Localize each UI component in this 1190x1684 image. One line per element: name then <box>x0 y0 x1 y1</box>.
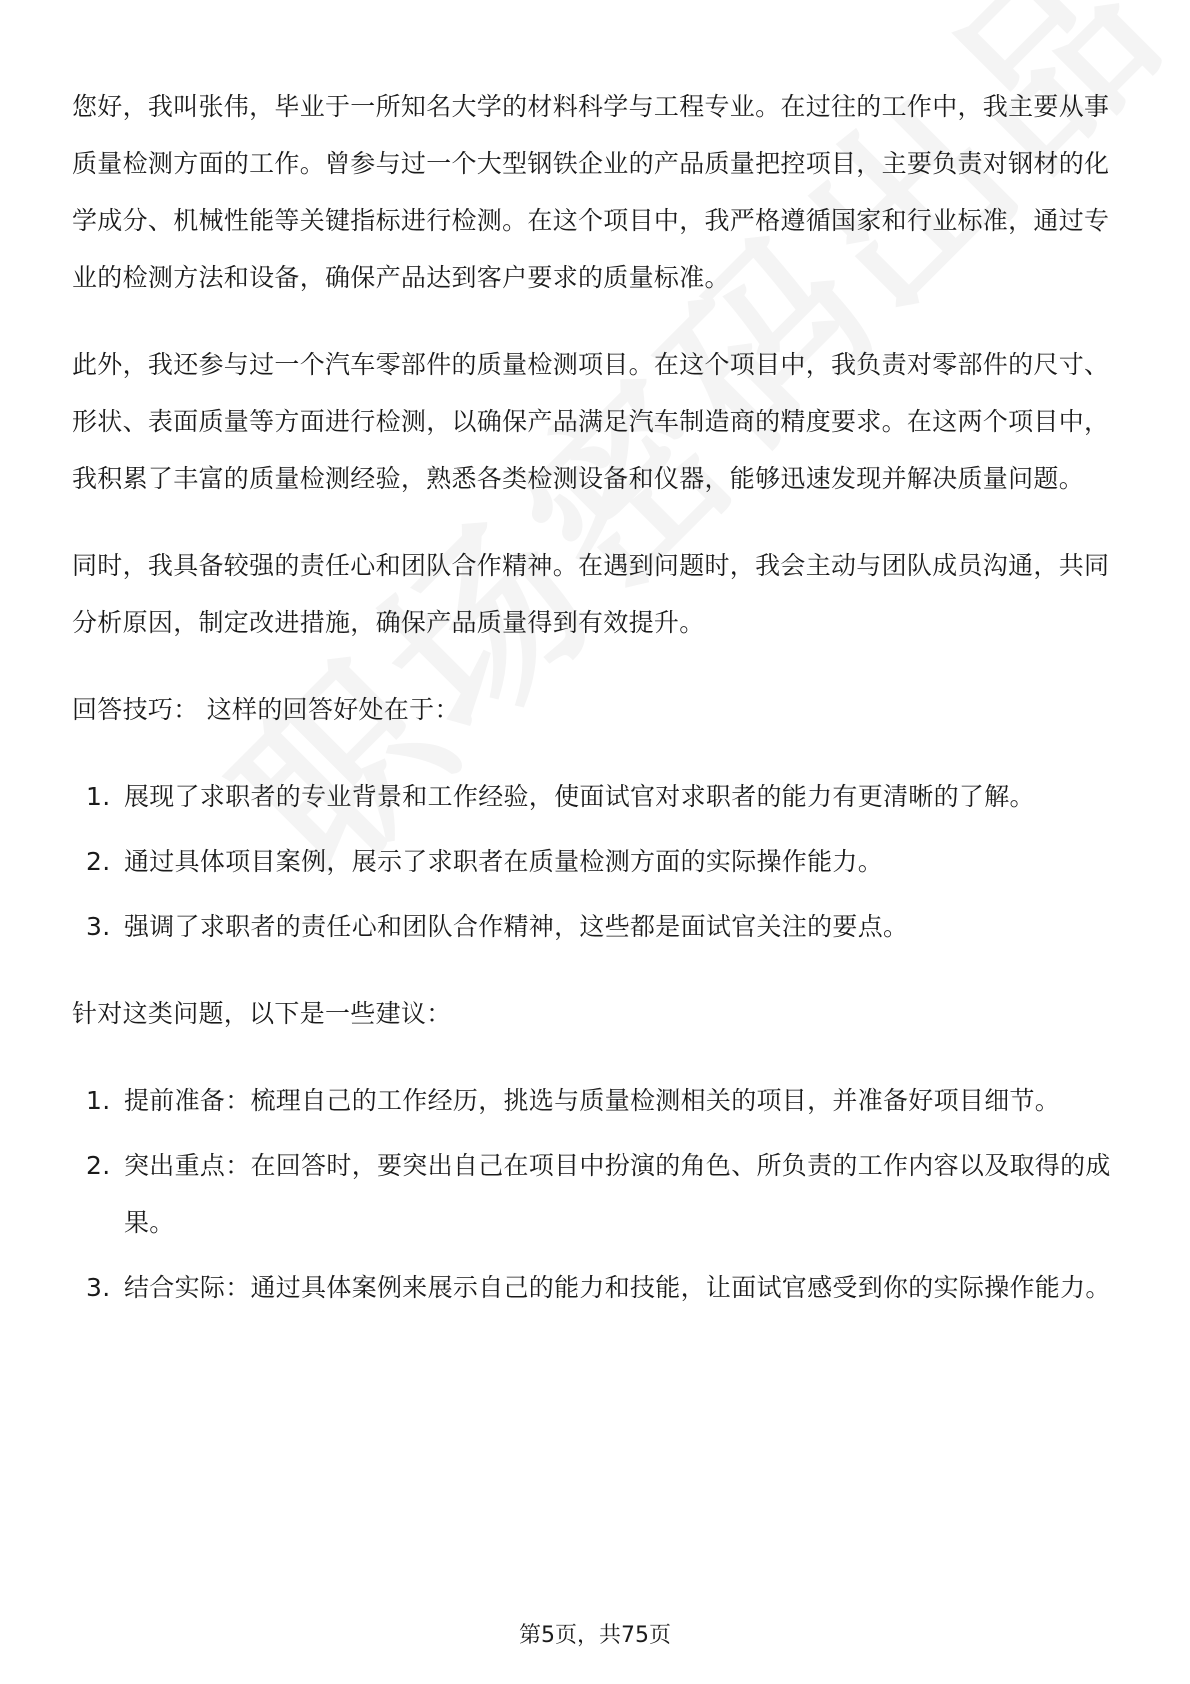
list-item <box>72 833 1118 890</box>
list-number: 3. <box>86 1273 111 1302</box>
paragraph-auto-parts: 此外，我还参与过一个汽车零部件的质量检测项目。在这个项目中，我负责对零部件的尺寸、形状、表面质量等方面进行检测，以确保产品满足汽车制造商的精度要求。在这两个项目中，我积累了丰富的质量检测经验，熟悉各类检测设备和仪器，能够迅速发现并解决质量问题。 <box>72 350 1110 493</box>
tips-heading: 回答技巧： 这样的回答好处在于： <box>72 695 460 724</box>
tips-list <box>72 768 1118 955</box>
list-number: 2. <box>86 847 111 876</box>
list-item-text: 突出重点：在回答时，要突出自己在项目中扮演的角色、所负责的工作内容以及取得的成果。 <box>124 1151 1111 1237</box>
paragraph-teamwork: 同时，我具备较强的责任心和团队合作精神。在遇到问题时，我会主动与团队成员沟通，共同分析原因，制定改进措施，确保产品质量得到有效提升。 <box>72 551 1110 637</box>
list-item-text: 展现了求职者的专业背景和工作经验，使面试官对求职者的能力有更清晰的了解。 <box>124 782 1035 811</box>
list-number: 2. <box>86 1151 111 1180</box>
list-item-text: 强调了求职者的责任心和团队合作精神，这些都是面试官关注的要点。 <box>124 912 909 941</box>
list-number: 3. <box>86 912 111 941</box>
page-content <box>72 78 1118 1346</box>
list-number: 1. <box>86 782 111 811</box>
list-item <box>72 898 1118 955</box>
list-item-text: 提前准备：梳理自己的工作经历，挑选与质量检测相关的项目，并准备好项目细节。 <box>124 1086 1061 1115</box>
advice-heading: 针对这类问题，以下是一些建议： <box>72 999 452 1028</box>
list-item-text: 通过具体项目案例，展示了求职者在质量检测方面的实际操作能力。 <box>124 847 884 876</box>
list-item <box>72 1259 1118 1316</box>
list-item <box>72 1072 1118 1129</box>
page-number-footer: 第5页，共75页 <box>519 1623 671 1648</box>
advice-list <box>72 1072 1118 1316</box>
paragraph-intro: 您好，我叫张伟，毕业于一所知名大学的材料科学与工程专业。在过往的工作中，我主要从事质量检测方面的工作。曾参与过一个大型钢铁企业的产品质量把控项目，主要负责对钢材的化学成分、机械性能等关键指标进行检测。在这个项目中，我严格遵循国家和行业标准，通过专业的检测方法和设备，确保产品达到客户要求的质量标准。 <box>72 92 1110 292</box>
list-item <box>72 768 1118 825</box>
list-number: 1. <box>86 1086 111 1115</box>
list-item <box>72 1137 1118 1251</box>
list-item-text: 结合实际：通过具体案例来展示自己的能力和技能，让面试官感受到你的实际操作能力。 <box>124 1273 1111 1302</box>
